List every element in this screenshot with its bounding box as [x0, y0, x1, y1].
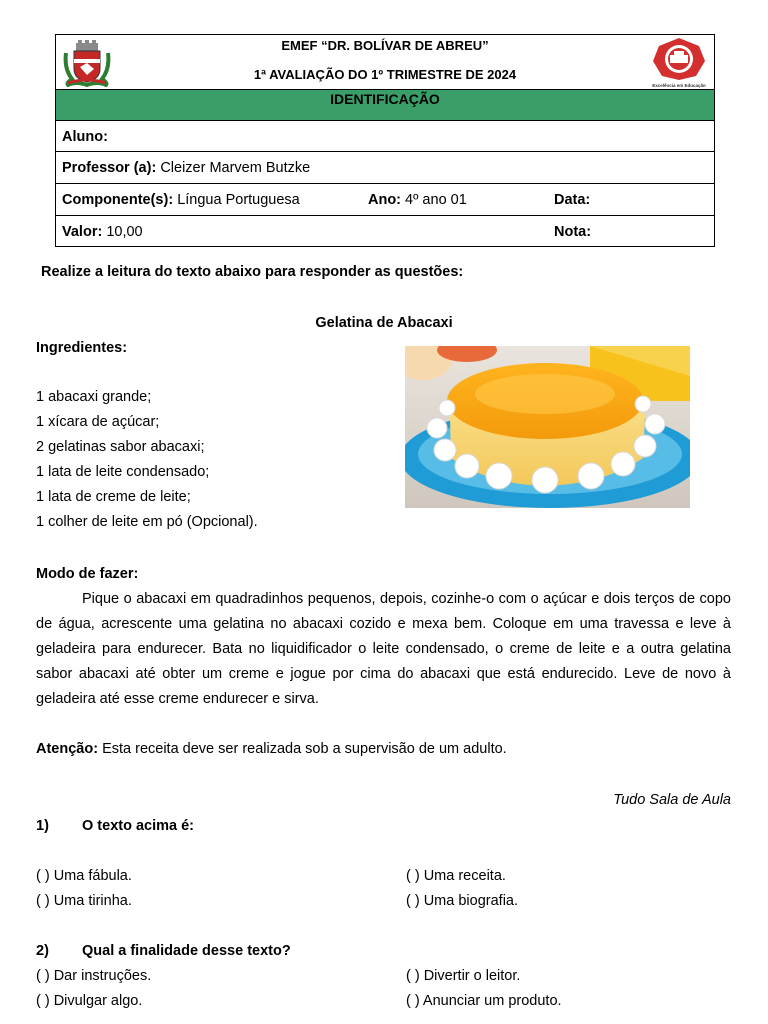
date-label: Data:: [554, 192, 591, 208]
value-label: Valor:: [62, 224, 103, 240]
school-name: EMEF “DR. BOLÍVAR DE ABREU”: [281, 38, 489, 53]
gelatin-dessert-image: [405, 346, 690, 508]
component-row: [56, 184, 714, 216]
teacher-label: Professor (a):: [62, 160, 157, 176]
question-text: O texto acima é:: [82, 818, 195, 834]
ingredients-heading: Ingredientes:: [36, 340, 128, 356]
answer-option[interactable]: ( ) Anunciar um produto.: [406, 993, 562, 1009]
question-number: 1): [36, 818, 49, 834]
ingredient-item: 1 colher de leite em pó (Opcional).: [36, 514, 258, 530]
attention-label: Atenção:: [36, 741, 99, 757]
attention-note: [36, 741, 507, 757]
answer-option[interactable]: ( ) Divertir o leitor.: [406, 968, 521, 984]
method-text: Pique o abacaxi em quadradinhos pequenos, depois, cozinhe-o com o açúcar e dois terços de copo de água, acrescente uma gelatina no abacaxi cozido e mexa bem. Coloque em uma travessa e leve à geladeira para endurecer. Bata no liquidificador o leite condensado, o creme de leite e a outra gelatina sabor abacaxi até obter um creme e jogue por cima do abacaxi que está endurecido. Leve de novo à geladeira até esse creme endurecer e sirva.: [36, 591, 731, 707]
section-title: IDENTIFICAÇÃO: [56, 89, 714, 121]
year-value: 4º ano 01: [405, 192, 467, 208]
answer-option[interactable]: ( ) Uma tirinha.: [36, 893, 132, 909]
recipe-title: Gelatina de Abacaxi: [315, 315, 453, 331]
answer-option[interactable]: ( ) Divulgar algo.: [36, 993, 143, 1009]
source-credit: Tudo Sala de Aula: [613, 792, 731, 808]
student-label: Aluno:: [62, 129, 108, 145]
question-number: 2): [36, 943, 49, 959]
answer-option[interactable]: ( ) Uma receita.: [406, 868, 506, 884]
answer-option[interactable]: ( ) Uma fábula.: [36, 868, 132, 884]
ingredient-item: 1 lata de creme de leite;: [36, 489, 191, 505]
pineapple-gelatin-photo: [405, 346, 690, 508]
answer-option[interactable]: ( ) Dar instruções.: [36, 968, 152, 984]
attention-text: Esta receita deve ser realizada sob a supervisão de um adulto.: [102, 741, 507, 757]
school-logo: [650, 37, 708, 89]
component-value: Língua Portuguesa: [177, 192, 300, 208]
method-heading: Modo de fazer:: [36, 566, 139, 582]
grade-label: Nota:: [554, 224, 592, 240]
student-row: [56, 121, 714, 152]
year-label: Ano:: [368, 192, 402, 208]
ingredient-item: 1 abacaxi grande;: [36, 389, 152, 405]
ingredient-item: 2 gelatinas sabor abacaxi;: [36, 439, 205, 455]
value-row: [56, 216, 714, 247]
answer-option[interactable]: ( ) Uma biografia.: [406, 893, 519, 909]
instruction: Realize a leitura do texto abaixo para responder as questões:: [41, 264, 464, 280]
value-value: 10,00: [106, 224, 143, 240]
component-label: Componente(s):: [62, 192, 174, 208]
ingredient-item: 1 lata de leite condensado;: [36, 464, 210, 480]
school-seal-icon: [650, 37, 708, 81]
identification-header: [55, 34, 715, 247]
teacher-value: Cleizer Marvem Butzke: [160, 160, 311, 176]
exam-title: 1ª AVALIAÇÃO DO 1º TRIMESTRE DE 2024: [253, 67, 517, 82]
teacher-row: [56, 152, 714, 184]
ingredient-item: 1 xícara de açúcar;: [36, 414, 160, 430]
question-text: Qual a finalidade desse texto?: [82, 943, 291, 959]
logo-caption: Excelência em Educação: [652, 83, 706, 88]
